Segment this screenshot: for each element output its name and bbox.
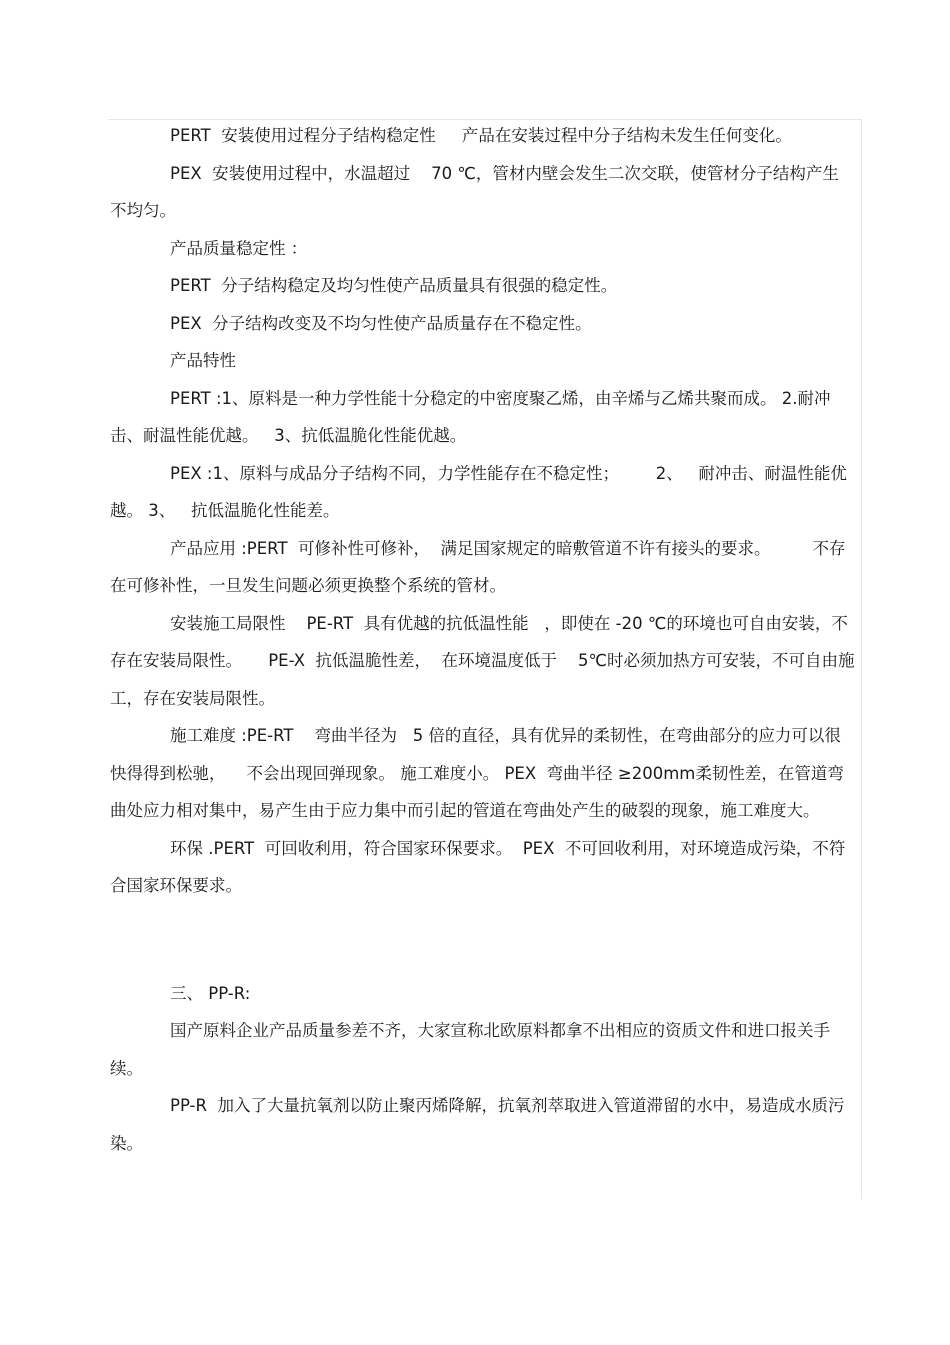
paragraph-pex-structure-change: PEX 安装使用过程中，水温超过 70 ℃，管材内壁会发生二次交联，使管材分子结构产生不均匀。 xyxy=(110,163,839,220)
paragraph-quality-stability-heading: 产品质量稳定性 ： xyxy=(170,238,308,258)
paragraph-environmental: 环保 .PERT 可回收利用，符合国家环保要求。 PEX 不可回收利用，对环境造成污染，不符合国家环保要求。 xyxy=(110,838,846,895)
paragraph-pert-features: PERT :1、原料是一种力学性能十分稳定的中密度聚乙烯，由辛烯与乙烯共聚而成。 2.耐冲击、耐温性能优越。 3、抗低温脆化性能优越。 xyxy=(110,388,831,445)
paragraph-ppr-raw-material: 国产原料企业产品质量参差不齐，大家宣称北欧原料都拿不出相应的资质文件和进口报关手续。 xyxy=(110,1021,830,1078)
document-body xyxy=(110,117,855,1162)
paragraph-pert-structure-stability: PERT 安装使用过程分子结构稳定性 产品在安装过程中分子结构未发生任何变化。 xyxy=(170,126,792,145)
paragraph-ppr-antioxidant: PP-R 加入了大量抗氧剂以防止聚丙烯降解，抗氧剂萃取进入管道滞留的水中，易造成水质污染。 xyxy=(110,1096,845,1153)
paragraph-pert-quality: PERT 分子结构稳定及均匀性使产品质量具有很强的稳定性。 xyxy=(170,276,618,295)
paragraph-product-features-heading: 产品特性 xyxy=(170,351,236,370)
paragraph-construction-difficulty: 施工难度 :PE-RT 弯曲半径为 5 倍的直径，具有优异的柔韧性，在弯曲部分的应力可以很快得得到松驰， 不会出现回弹现象。 施工难度小。 PEX 弯曲半径 ≥200mm柔韧性差，在管道弯曲处应力相对集中，易产生由于应力集中而引起的管道在弯曲处产生的破裂的现象，施工难度大。 xyxy=(110,726,844,820)
paragraph-pex-features: PEX :1、原料与成品分子结构不同，力学性能存在不稳定性； 2、 耐冲击、耐温性能优越。 3、 抗低温脆化性能差。 xyxy=(110,463,847,520)
paragraph-product-application: 产品应用 :PERT 可修补性可修补， 满足国家规定的暗敷管道不许有接头的要求。 不存在可修补性，一旦发生问题必须更换整个系统的管材。 xyxy=(110,538,846,595)
paragraph-installation-limitations: 安装施工局限性 PE-RT 具有优越的抗低温性能 ，即使在 -20 ℃的环境也可自由安装，不存在安装局限性。 PE-X 抗低温脆性差， 在环境温度低于 5℃时必须加热方可安装，不可自由施工，存在安装局限性。 xyxy=(110,613,855,708)
paragraph-pex-quality: PEX 分子结构改变及不均匀性使产品质量存在不稳定性。 xyxy=(170,313,592,333)
section-heading-ppr: 三、 PP-R: xyxy=(170,983,251,1003)
page-border-right xyxy=(861,119,862,1199)
section-spacer xyxy=(110,905,855,975)
